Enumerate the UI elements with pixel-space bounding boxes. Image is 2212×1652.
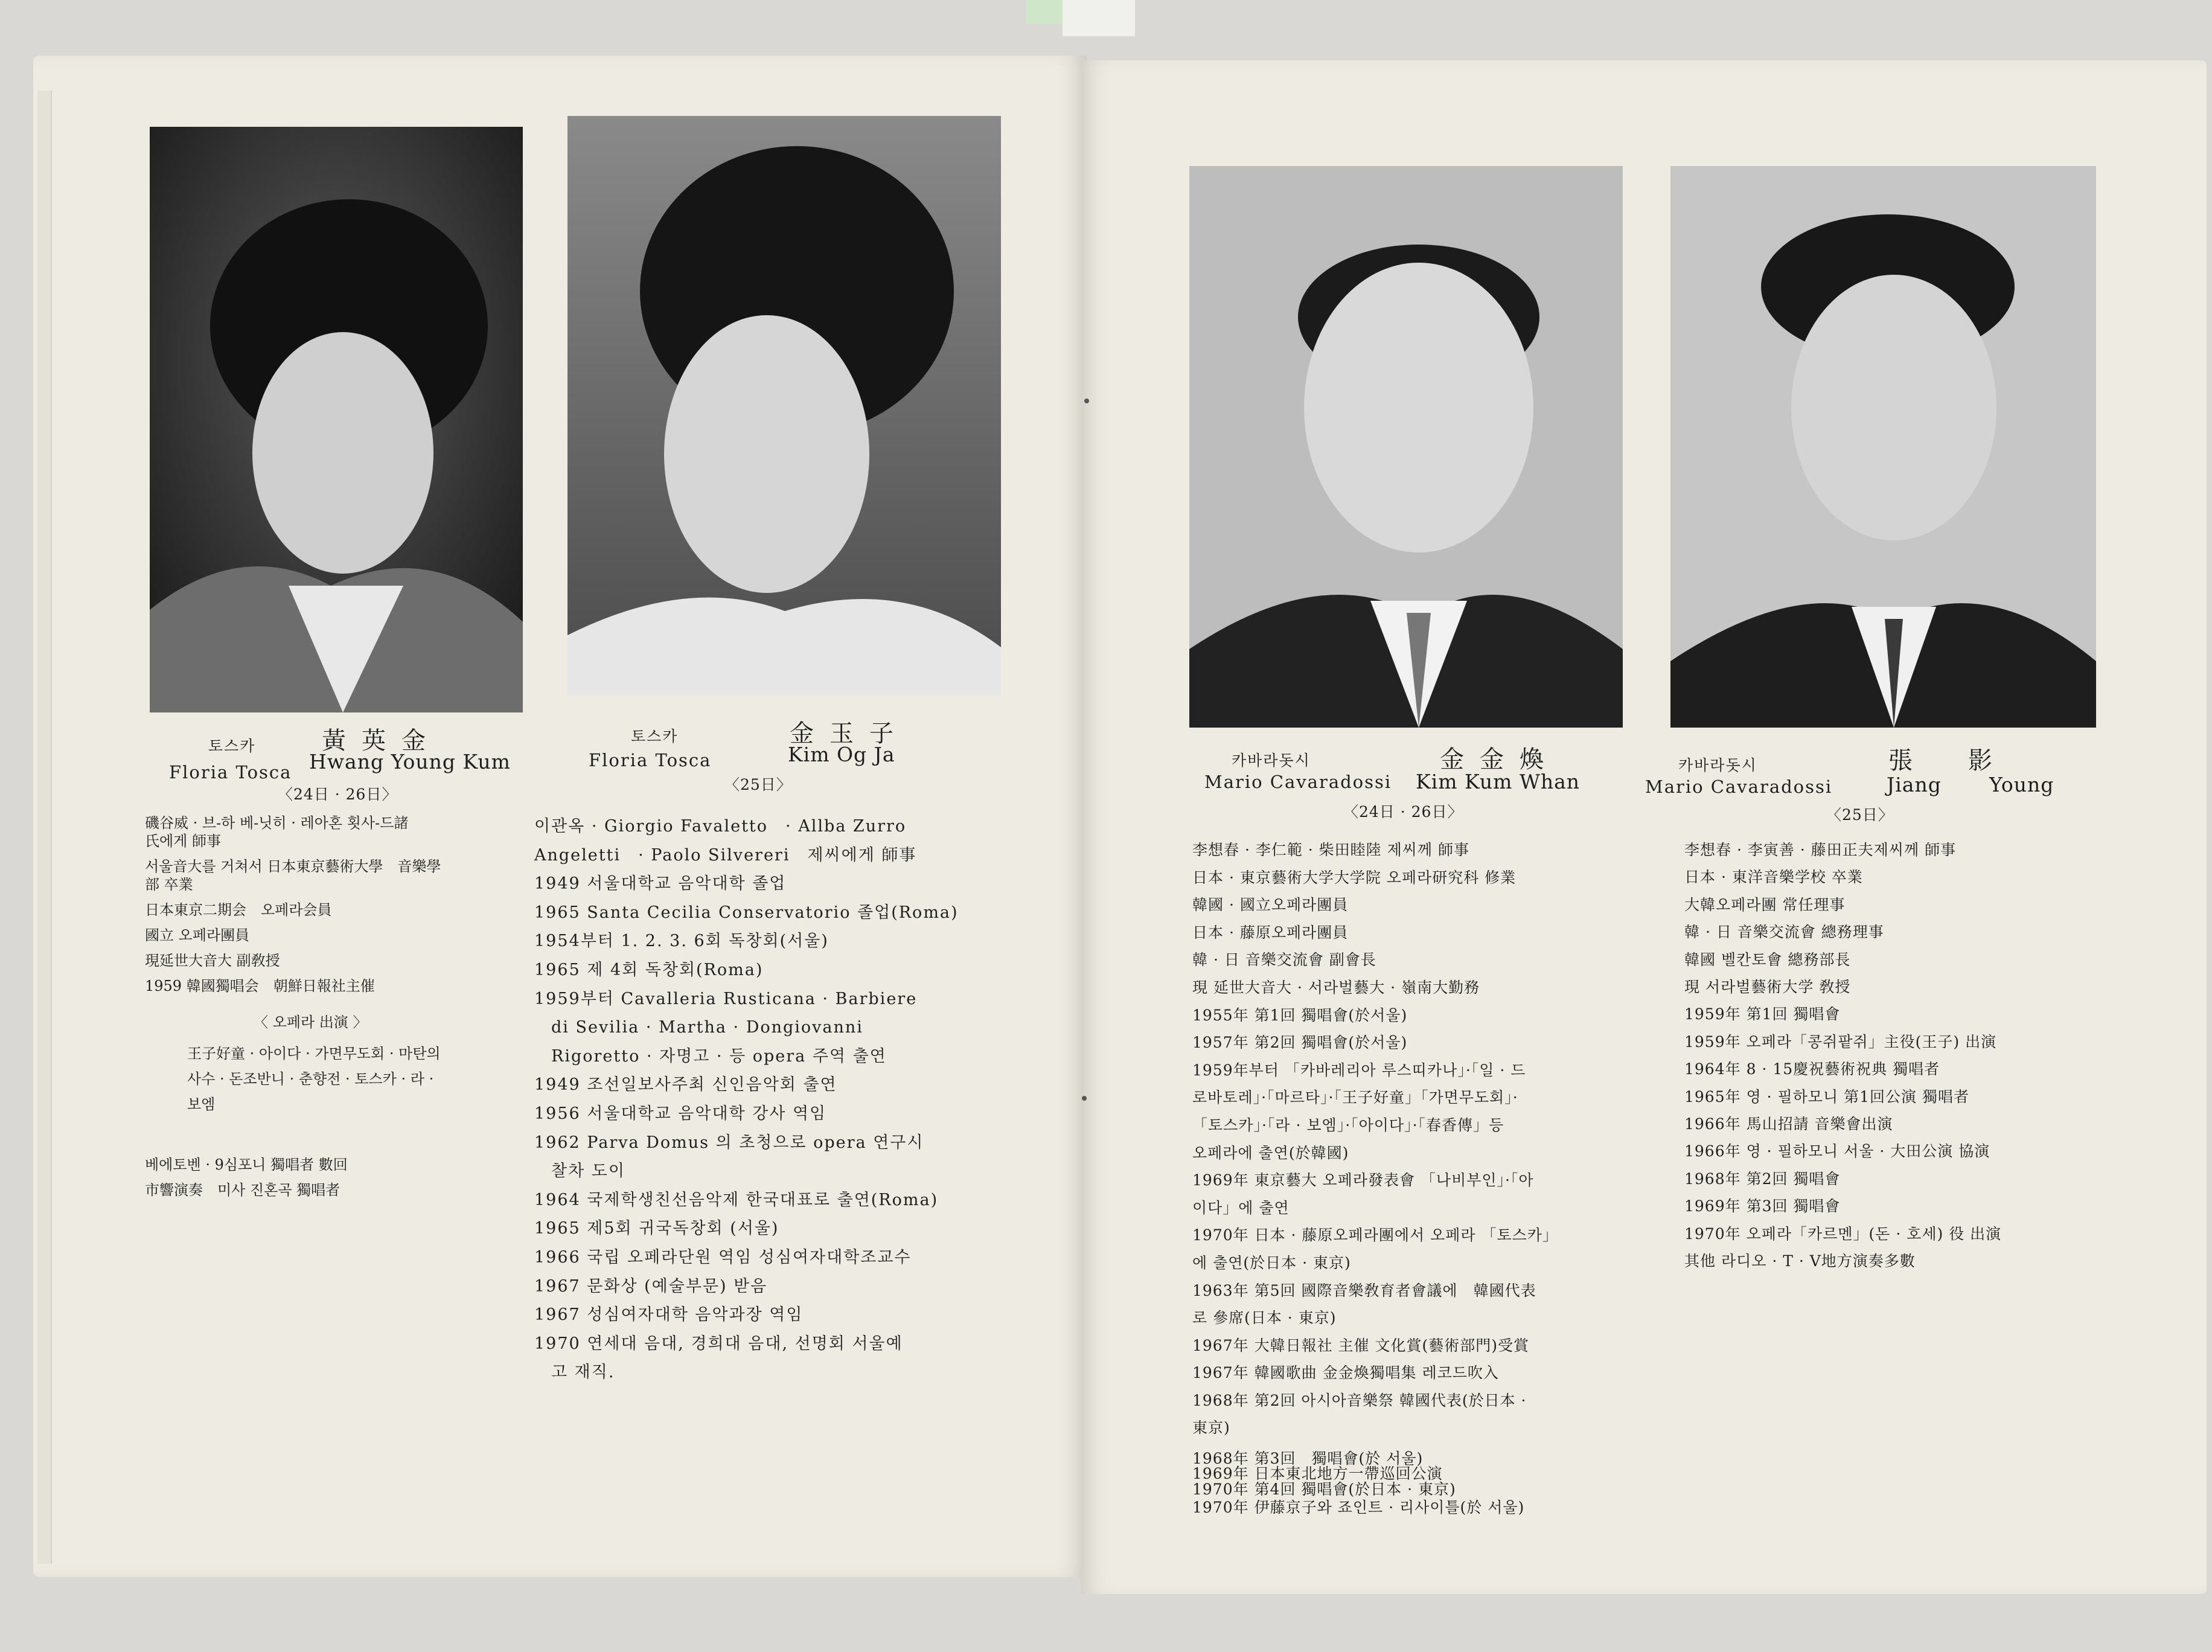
performer-name-hanja: 黃英金 xyxy=(322,727,441,755)
role-korean: 카바라돗시 xyxy=(1232,752,1311,769)
bio-line: 市響演奏 미사 진혼곡 獨唱者 xyxy=(145,1182,340,1199)
bio-line: 1969年 日本東北地方一帶巡回公演 xyxy=(1192,1465,1443,1483)
portrait-photo-kim-kum-whan xyxy=(1189,166,1623,728)
bio-line: 오페라에 출연(於韓國) xyxy=(1192,1144,1349,1162)
performer-name-english: Kim Kum Whan xyxy=(1416,770,1581,793)
bio-line: 1957年 第2回 獨唱會(於서울) xyxy=(1192,1034,1408,1052)
bio-line: 日本 · 東京藝術大学大学院 오페라研究科 修業 xyxy=(1192,868,1517,886)
bio-line: 部 卒業 xyxy=(145,876,193,893)
biography-kim-og-ja xyxy=(534,812,959,1387)
spine-staple xyxy=(1084,399,1089,403)
performer-name-english-first: Jiang xyxy=(1887,773,1942,796)
bio-line: 氏에게 師事 xyxy=(145,833,221,850)
bio-line: 國立 오페라團員 xyxy=(145,927,250,944)
bio-line: 日本 · 東洋音樂学校 卒業 xyxy=(1684,868,1863,886)
bio-line: 1955年 第1回 獨唱會(於서울) xyxy=(1192,1006,1408,1024)
bio-line: 베에토벤 · 9심포니 獨唱者 數回 xyxy=(145,1156,348,1173)
bio-line: 1954부터 1. 2. 3. 6회 독창회(서울) xyxy=(534,932,829,951)
bio-line: Rigoretto · 자명고 · 등 opera 주역 출연 xyxy=(551,1046,887,1066)
performance-dates: 〈25日〉 xyxy=(724,776,792,793)
bio-line: 現 延世大音大 · 서라벌藝大 · 嶺南大勤務 xyxy=(1192,978,1480,996)
bio-line: 1965 제5회 귀국독창회 (서울) xyxy=(534,1219,779,1238)
performance-dates: 〈24日 · 26日〉 xyxy=(278,786,398,803)
bio-section-heading: 〈 오페라 出演 〉 xyxy=(254,1014,368,1031)
bio-line: 로 參席(日本 · 東京) xyxy=(1192,1309,1337,1327)
bio-line: 1963年 第5回 國際音樂敎育者會議에 韓國代表 xyxy=(1192,1281,1536,1299)
bio-line: 李想春 · 李寅善 · 藤田正夫제씨께 師事 xyxy=(1684,841,1957,859)
performer-name-hanja: 金玉子 xyxy=(790,720,909,748)
bio-line: 이다」에 출연 xyxy=(1192,1199,1290,1217)
performer-name-hanja: 張 影 xyxy=(1888,747,2008,775)
role-english: Mario Cavaradossi xyxy=(1645,776,1833,797)
bio-line: 1966年 영 · 필하모니 서울 · 大田公演 協演 xyxy=(1684,1142,1990,1161)
bio-line: 1962 Parva Domus 의 초청으로 opera 연구시 xyxy=(534,1133,924,1152)
portrait-photo-jiang-young xyxy=(1670,166,2096,728)
bio-line: 韓 · 日 音樂交流會 總務理事 xyxy=(1684,923,1884,941)
performer-name-hanja: 金金煥 xyxy=(1440,746,1559,773)
bio-line: Angeletti · Paolo Silvereri 제씨에게 師事 xyxy=(534,845,917,865)
bio-line: 보엠 xyxy=(187,1096,216,1113)
bio-line: 李想春 · 李仁範 · 柴田睦陸 제씨께 師事 xyxy=(1192,841,1470,859)
bio-line: 1965年 영 · 필하모니 第1回公演 獨唱者 xyxy=(1684,1087,1969,1106)
bio-line: 日本東京二期会 오페라会員 xyxy=(145,901,332,918)
bio-line: 1970 연세대 음대, 경희대 음대, 선명회 서울예 xyxy=(534,1334,903,1353)
bio-line: 1956 서울대학교 음악대학 강사 역임 xyxy=(534,1104,827,1123)
biography-jiang-young xyxy=(1684,836,2001,1275)
bio-line: 東京) xyxy=(1192,1419,1230,1437)
spine-staple xyxy=(1082,1096,1087,1101)
performer-name-english: Hwang Young Kum xyxy=(309,750,511,773)
bio-line: 찰차 도이 xyxy=(551,1162,625,1181)
bio-line: 韓 · 日 音樂交流會 副會長 xyxy=(1192,951,1376,969)
bio-line: 大韓오페라團 常任理事 xyxy=(1684,895,1846,914)
white-tab xyxy=(1063,0,1135,36)
bio-line: 1967 성심여자대학 음악과장 역임 xyxy=(534,1305,804,1325)
bio-line: 1968年 第2回 獨唱會 xyxy=(1684,1170,1841,1188)
bio-line: 고 재직. xyxy=(551,1363,615,1382)
bio-line: 1970年 伊藤京子와 죠인트 · 리사이틀(於 서울) xyxy=(1192,1499,1525,1517)
portrait-photo-kim-og-ja xyxy=(567,116,1001,696)
bio-line: 1970年 日本 · 藤原오페라團에서 오페라 「토스카」 xyxy=(1192,1226,1558,1244)
bio-line: di Sevilia · Martha · Dongiovanni xyxy=(551,1018,863,1037)
bio-line: 磯谷威 · 브-하 베-닛히 · 레아혼 횟사-드諸 xyxy=(145,815,409,831)
role-korean: 토스카 xyxy=(631,728,679,745)
bio-line: 1959年 오페라「콩쥐팥쥐」主役(王子) 出演 xyxy=(1684,1032,1997,1051)
bio-line: 韓國 벨칸토會 總務部長 xyxy=(1684,950,1851,968)
bio-line: 1967年 大韓日報社 主催 文化賞(藝術部門)受賞 xyxy=(1192,1336,1529,1354)
bio-line: 1969年 東京藝大 오페라發表會 「나비부인」·「아 xyxy=(1192,1171,1534,1189)
bio-line: 1949 조선일보사주최 신인음악회 출연 xyxy=(534,1075,837,1095)
bio-line: 日本 · 藤原오페라團員 xyxy=(1192,923,1349,941)
bio-line: 現 서라벌藝術大学 敎授 xyxy=(1684,978,1851,996)
bio-line: 로바토레」·「마르타」·「王子好童」「가면무도회」· xyxy=(1192,1089,1518,1107)
bio-line: 서울音大를 거쳐서 日本東京藝術大學 音樂學 xyxy=(145,858,441,875)
bio-line: 1965 Santa Cecilia Conservatorio 졸업(Roma) xyxy=(534,903,959,922)
bio-line: 1949 서울대학교 음악대학 졸업 xyxy=(534,874,787,894)
bio-line: 1969年 第3回 獨唱會 xyxy=(1684,1197,1841,1215)
bio-line: 韓國 · 國立오페라團員 xyxy=(1192,896,1349,914)
bio-line: 1968年 第2回 아시아音樂祭 韓國代表(於日本 · xyxy=(1192,1391,1527,1409)
bio-line: 1959年부터 「카바레리아 루스띠카나」·「일 · 드 xyxy=(1192,1061,1526,1079)
bio-line: 사수 · 돈조반니 · 춘향전 · 토스카 · 라 · xyxy=(187,1071,434,1087)
bio-line: 王子好童 · 아이다 · 가면무도회 · 마탄의 xyxy=(187,1045,441,1062)
biography-hwang-young-kum xyxy=(145,814,441,1199)
bio-line: 1964年 8 · 15慶祝藝術祝典 獨唱者 xyxy=(1684,1060,1940,1078)
bio-line: 1959 韓國獨唱会 朝鮮日報社主催 xyxy=(145,978,375,994)
bio-line: 1964 국제학생친선음악제 한국대표로 출연(Roma) xyxy=(534,1190,939,1209)
bio-line: 1968年 第3回 獨唱會(於 서울) xyxy=(1192,1450,1424,1468)
role-english: Floria Tosca xyxy=(169,762,292,783)
bio-line: 1967年 韓國歌曲 金金煥獨唱集 레코드吹入 xyxy=(1192,1364,1499,1382)
bio-line: 1959年 第1回 獨唱會 xyxy=(1684,1005,1841,1023)
portrait-photo-hwang-young-kum xyxy=(150,127,523,712)
bio-line: 1966年 馬山招請 音樂會出演 xyxy=(1684,1115,1893,1133)
bio-line: 1970年 오페라「카르멘」(돈 · 호세) 役 出演 xyxy=(1684,1225,2002,1243)
bio-line: 1970年 第4回 獨唱會(於日本 · 東京) xyxy=(1192,1481,1456,1499)
role-english: Floria Tosca xyxy=(589,750,712,770)
bio-line: 1966 국립 오페라단원 역임 성심여자대학조교수 xyxy=(534,1247,912,1267)
role-korean: 토스카 xyxy=(208,737,256,755)
biography-kim-kum-whan xyxy=(1192,836,1558,1518)
bio-line: 現延世大音大 副敎授 xyxy=(145,952,280,969)
green-tab xyxy=(1026,0,1063,24)
bio-line: 1965 제 4회 독창회(Roma) xyxy=(534,960,764,979)
performance-dates: 〈24日 · 26日〉 xyxy=(1343,803,1463,821)
role-english: Mario Cavaradossi xyxy=(1204,772,1392,792)
left-page-edge xyxy=(37,91,52,1564)
role-korean: 카바라돗시 xyxy=(1678,757,1757,774)
bio-line: 「토스카」·「라 · 보엠」·「아이다」·「春香傳」등 xyxy=(1192,1116,1504,1134)
bio-line: 이관옥 · Giorgio Favaletto · Allba Zurro xyxy=(534,817,907,836)
bio-line: 에 출연(於日本 · 東京) xyxy=(1192,1253,1351,1272)
performer-name-english: Kim Og Ja xyxy=(788,743,895,766)
bio-line: 其他 라디오 · T · V地方演奏多數 xyxy=(1684,1252,1916,1270)
bio-line: 1959부터 Cavalleria Rusticana · Barbiere xyxy=(534,989,918,1008)
bio-line: 1967 문화상 (예술부문) 받음 xyxy=(534,1276,768,1296)
performance-dates: 〈25日〉 xyxy=(1826,806,1894,824)
performer-name-english-last: Young xyxy=(1989,773,2054,796)
